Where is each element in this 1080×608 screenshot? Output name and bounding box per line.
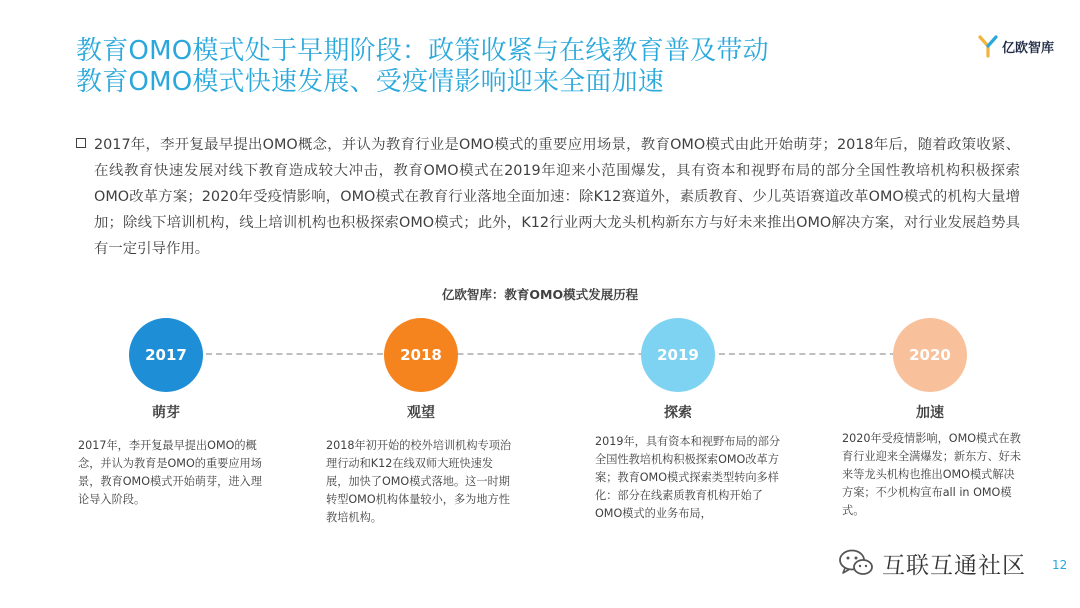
node-year: 2019 bbox=[657, 346, 699, 364]
timeline-caption: 亿欧智库：教育OMO模式发展历程 bbox=[441, 287, 639, 302]
company-logo bbox=[978, 34, 1054, 58]
page-number: 12 bbox=[1052, 558, 1068, 572]
phase-label-2017: 萌芽 bbox=[152, 405, 180, 421]
phase-label-2018: 观望 bbox=[407, 405, 435, 421]
phase-desc-2017: 2017年，李开复最早提出OMO的概念，并认为教育是OMO的重要应用场景，教育OMO模式开始萌芽，进入理论导入阶段。 bbox=[78, 439, 262, 506]
timeline-node-2018 bbox=[384, 318, 458, 392]
watermark-text: 互联互通社区 bbox=[882, 552, 1026, 579]
wechat-icon bbox=[838, 548, 874, 578]
square-bullet-icon bbox=[76, 138, 86, 148]
logo-text: 亿欧智库 bbox=[1002, 40, 1055, 56]
body-paragraph bbox=[76, 132, 1020, 262]
phase-desc-2019: 2019年，具有资本和视野布局的部分全国性教培机构积极探索OMO改革方案；教育OMO模式探索类型转向多样化：部分在线素质教育机构开始了OMO模式的业务布局， bbox=[595, 435, 781, 520]
phase-label-2019: 探索 bbox=[664, 405, 692, 421]
timeline-node-2020 bbox=[893, 318, 967, 392]
logo-y-icon bbox=[978, 34, 998, 58]
body-text: 2017年，李开复最早提出OMO概念，并认为教育行业是OMO模式的重要应用场景，教育OMO模式由此开始萌芽；2018年后，随着政策收紧、在线教育快速发展对线下教育造成较大冲击，教育OMO模式在2019年迎来小范围爆发，具有资本和视野布局的部分全国性教培机构积极探索OMO改革方案；2020年受疫情影响，OMO模式在教育行业落地全面加速：除K12赛道外，素质教育、少儿英语赛道改革OMO模式的机构大量增加；除线下培训机构，线上培训机构也积极探索OMO模式；此外，K12行业两大龙头机构新东方与好未来推出OMO解决方案，对行业发展趋势具有一定引导作用。 bbox=[94, 137, 1020, 257]
phase-desc-2018: 2018年初开始的校外培训机构专项治理行动和K12在线双师大班快速发展，加快了OMO模式落地。这一时期转型OMO机构体量较小，多为地方性教培机构。 bbox=[326, 439, 512, 524]
timeline-node-2017 bbox=[129, 318, 203, 392]
node-year: 2020 bbox=[909, 346, 951, 364]
timeline-dashed-line bbox=[206, 353, 926, 355]
timeline-node-2019 bbox=[641, 318, 715, 392]
title-line-2: 教育OMO模式快速发展、受疫情影响迎来全面加速 bbox=[76, 67, 664, 97]
phase-desc-2020: 2020年受疫情影响，OMO模式在教育行业迎来全满爆发；新东方、好未来等龙头机构也推出OMO模式解决方案；不少机构宣布all in OMO模式。 bbox=[842, 432, 1022, 517]
node-year: 2018 bbox=[400, 346, 442, 364]
node-year: 2017 bbox=[145, 346, 187, 364]
title-line-1: 教育OMO模式处于早期阶段：政策收紧与在线教育普及带动 bbox=[76, 36, 769, 66]
phase-label-2020: 加速 bbox=[916, 405, 944, 421]
page-title bbox=[76, 36, 916, 98]
wechat-watermark bbox=[838, 546, 1026, 580]
